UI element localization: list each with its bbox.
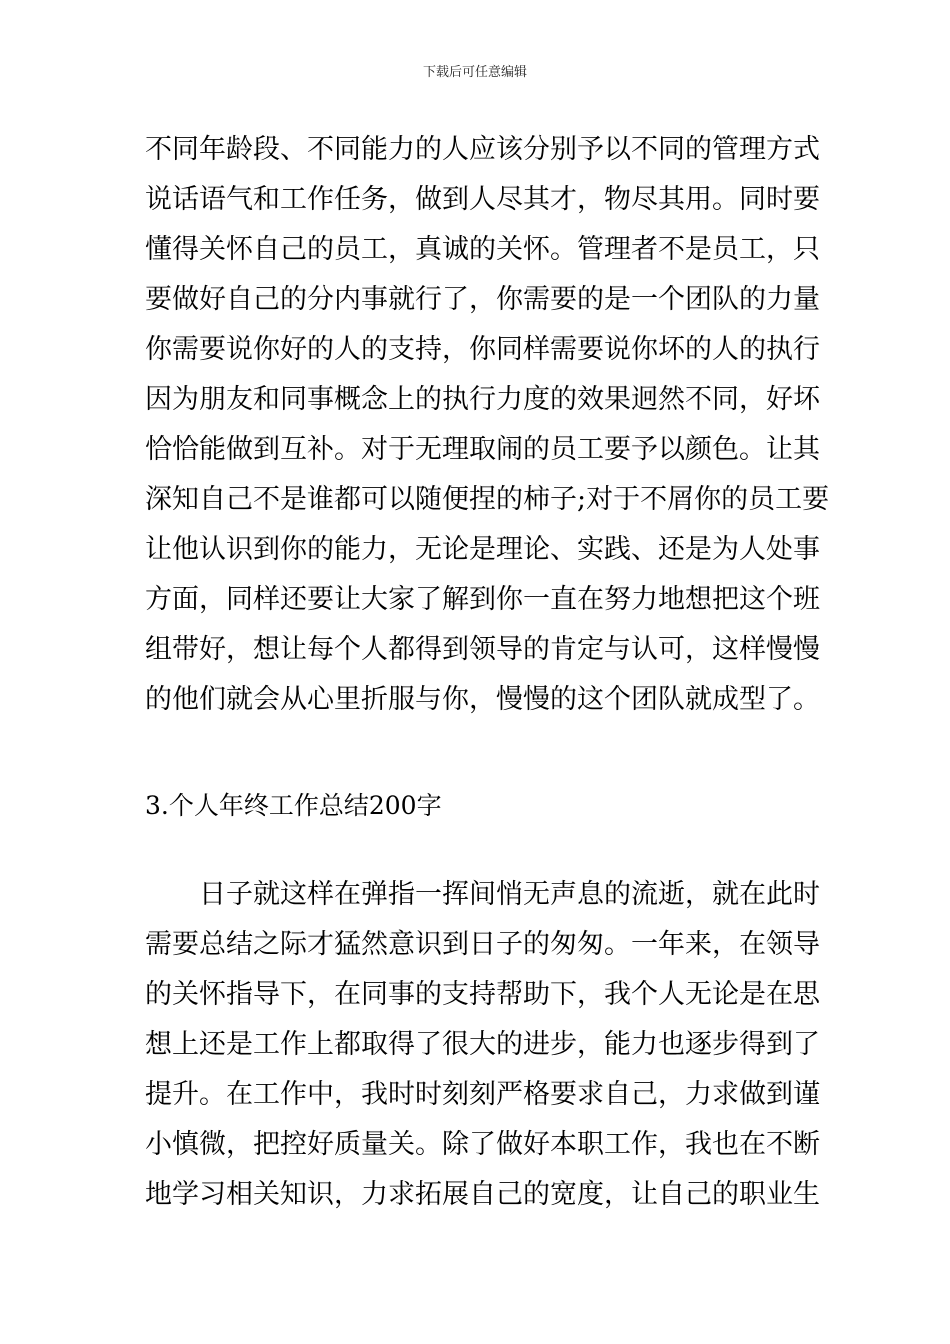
text-line: 懂得关怀自己的员工，真诚的关怀。管理者不是员工，只	[145, 234, 820, 265]
text-line: 地学习相关知识，力求拓展自己的宽度，让自己的职业生	[145, 1179, 820, 1210]
text-line: 小慎微，把控好质量关。除了做好本职工作，我也在不断	[145, 1129, 820, 1160]
text-line: 深知自己不是谁都可以随便捏的柿子;对于不屑你的员工要	[145, 484, 830, 515]
text-line: 不同年龄段、不同能力的人应该分别予以不同的管理方式	[145, 134, 820, 165]
text-line: 让他认识到你的能力，无论是理论、实践、还是为人处事	[145, 534, 820, 565]
section-heading: 3.个人年终工作总结200字	[145, 791, 442, 820]
text-line: 你需要说你好的人的支持，你同样需要说你坏的人的执行	[145, 334, 820, 365]
text-line: 组带好，想让每个人都得到领导的肯定与认可，这样慢慢	[145, 634, 820, 665]
text-line: 的他们就会从心里折服与你，慢慢的这个团队就成型了。	[145, 684, 820, 715]
text-line: 的关怀指导下，在同事的支持帮助下，我个人无论是在思	[145, 979, 820, 1010]
text-line: 方面，同样还要让大家了解到你一直在努力地想把这个班	[145, 584, 820, 615]
text-line: 提升。在工作中，我时时刻刻严格要求自己，力求做到谨	[145, 1079, 820, 1110]
header-note: 下载后可任意编辑	[422, 65, 527, 80]
text-line: 恰恰能做到互补。对于无理取闹的员工要予以颜色。让其	[145, 434, 820, 465]
paragraph-1	[145, 125, 830, 725]
text-line: 需要总结之际才猛然意识到日子的匆匆。一年来，在领导	[145, 929, 820, 960]
paragraph-2	[145, 870, 820, 1220]
section-heading-container	[145, 781, 815, 831]
text-line: 想上还是工作上都取得了很大的进步，能力也逐步得到了	[145, 1029, 820, 1060]
text-line: 因为朋友和同事概念上的执行力度的效果迥然不同，好坏	[145, 384, 820, 415]
text-line: 日子就这样在弹指一挥间悄无声息的流逝，就在此时	[145, 879, 820, 910]
text-line: 要做好自己的分内事就行了，你需要的是一个团队的力量	[145, 284, 820, 315]
text-line: 说话语气和工作任务，做到人尽其才，物尽其用。同时要	[145, 184, 820, 215]
